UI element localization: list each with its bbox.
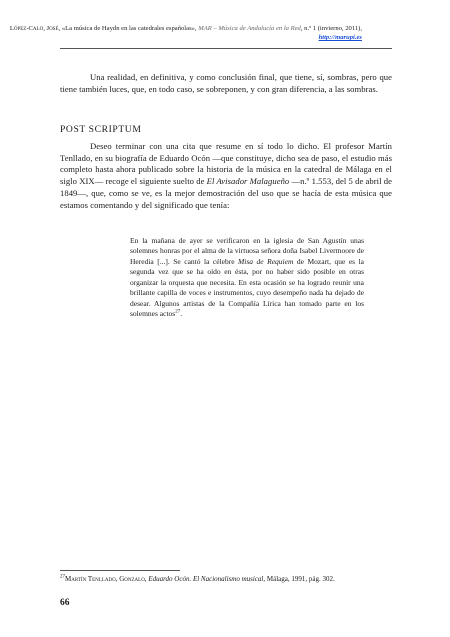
header-author: López-Calo, José <box>9 25 59 32</box>
header-journal: MAR – Música de Andalucía en la Red <box>198 25 301 32</box>
running-header <box>0 24 362 42</box>
quote-end: . <box>180 309 183 319</box>
footnote-author: Martín Tenllado, Gonzalo, <box>65 575 147 583</box>
quote-work-title: Misa de Requiem <box>238 256 294 266</box>
postscript-text-b: —n.º 1.553, del 5 de abril de 1849—, que, como se ve, es la mejor demostración del uso que se hacía de esta música que estamos comentando y del significado que tenía: <box>60 176 392 210</box>
footnote-rest: Málaga, 1991, pág. 302. <box>265 575 335 583</box>
quote-text-b: de Mozart, que es la segunda vez que se ha oído en ésta, por no haber sido posible en otras organizar la orquesta que necesita. En esta ocasión se ha logrado reunir una brillante capilla de voces e instrumentos, cuyo desempeño nada ha dejado de desear. Algunos artistas de la Compañía Lírica han tomado parte en los solemnes actos <box>130 256 364 319</box>
footnote-work: Eduardo Ocón. El Nacionalismo musical, <box>146 575 266 583</box>
postscript-newspaper-title: El Avisador Malagueño <box>206 176 290 187</box>
postscript-text-a: Deseo terminar con una cita que resume en sí todo lo dicho. El profesor Martín Tenllado, en su biografía de Eduardo Ocón —que constituye, dicho sea de paso, el estudio más completo hasta ahora publicado sobre la historia de la música en la catedral de Málaga en el siglo XIX— recoge el siguiente suelto de <box>60 141 392 187</box>
paragraph-postscript <box>60 141 392 211</box>
section-heading: POST SCRIPTUM <box>60 124 142 135</box>
quote-text-a: En la mañana de ayer se verificaron en la iglesia de San Agustín unas solemnes honras por el alma de la virtuosa señora doña Isabel Livermoore de Heredia [...]. Se cantó la célebre <box>130 236 364 266</box>
header-citation-line <box>0 24 362 42</box>
header-divider <box>60 48 392 49</box>
page-number: 66 <box>60 598 70 608</box>
block-quote <box>130 236 364 320</box>
footnote <box>60 575 392 584</box>
header-article-title: , «La música de Haydn en las catedrales españolas», <box>58 25 197 32</box>
header-link[interactable]: http://marupi.es <box>318 34 362 41</box>
footnote-mark: 27 <box>60 574 65 580</box>
footnote-reference[interactable]: 27 <box>175 309 181 315</box>
footnote-divider <box>60 570 180 571</box>
header-issue: , n.º 1 (invierno, 2011), <box>300 25 362 32</box>
paragraph-conclusion: Una realidad, en definitiva, y como conclusión final, que tiene, sí, sombras, pero que tiene también luces, que, en todo caso, se sobreponen, y con gran diferencia, a las sombras. <box>60 72 392 94</box>
